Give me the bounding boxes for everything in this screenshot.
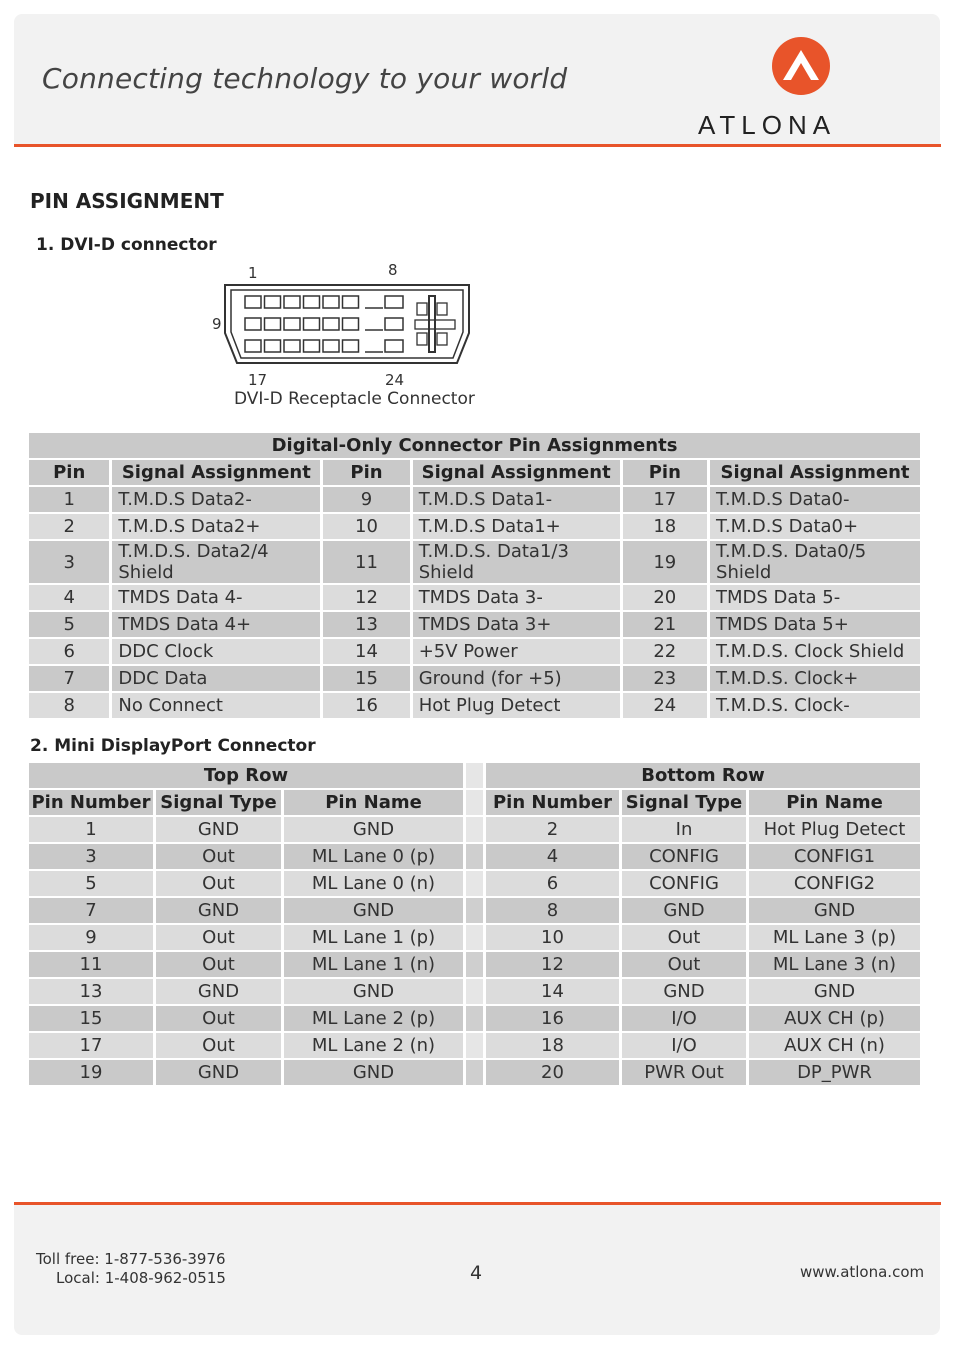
- dvi-heading: 1. DVI-D connector: [36, 235, 217, 255]
- pin-name-cell: GND: [284, 1060, 466, 1087]
- signal-type-cell: GND: [156, 898, 284, 925]
- dvi-pin-8: [385, 296, 403, 308]
- pin-name-cell: GND: [284, 817, 466, 844]
- table-row: [29, 844, 923, 871]
- dvi-pin-5: [323, 296, 339, 308]
- dvi-pin-22: [343, 340, 359, 352]
- dp-col-header: Pin Name: [749, 790, 923, 817]
- atlona-logo-icon: [771, 36, 831, 96]
- signal-cell: T.M.D.S. Data2/4 Shield: [112, 541, 323, 585]
- signal-type-cell: PWR Out: [622, 1060, 749, 1087]
- pin-number-cell: 7: [29, 666, 112, 693]
- pin-number-cell: 7: [29, 898, 156, 925]
- signal-cell: T.M.D.S Data1+: [413, 514, 623, 541]
- signal-type-cell: Out: [622, 952, 749, 979]
- pin-number-cell: 6: [29, 639, 112, 666]
- pin-number-cell: 20: [623, 585, 710, 612]
- dp-col-header: Signal Type: [622, 790, 749, 817]
- pin-number-cell: 11: [29, 952, 156, 979]
- table-row: [29, 487, 923, 514]
- table-row: [29, 639, 923, 666]
- header-rule: [14, 144, 941, 147]
- pin-number-cell: 5: [29, 871, 156, 898]
- table-row: [29, 952, 923, 979]
- signal-cell: T.M.D.S Data0+: [710, 514, 923, 541]
- dvi-caption: DVI-D Receptacle Connector: [234, 389, 475, 409]
- table-row: [29, 925, 923, 952]
- pin-name-cell: ML Lane 3 (p): [749, 925, 923, 952]
- page-number: 4: [470, 1262, 483, 1284]
- pin-number-cell: 11: [323, 541, 412, 585]
- pin-number-cell: 10: [323, 514, 412, 541]
- dvi-pin-1: [245, 296, 261, 308]
- pin-number-cell: 6: [486, 871, 622, 898]
- signal-type-cell: GND: [622, 898, 749, 925]
- pin-number-cell: 19: [29, 1060, 156, 1087]
- local-number: Local: 1-408-962-0515: [56, 1269, 226, 1287]
- pin-name-cell: DP_PWR: [749, 1060, 923, 1087]
- signal-type-cell: Out: [156, 1006, 284, 1033]
- pin-number-cell: 13: [29, 979, 156, 1006]
- dvi-pin-9: [245, 318, 261, 330]
- dvi-col-header: Signal Assignment: [413, 460, 623, 487]
- pin-name-cell: ML Lane 0 (n): [284, 871, 466, 898]
- pin-label-8: 8: [388, 261, 398, 279]
- signal-cell: TMDS Data 5-: [710, 585, 923, 612]
- pin-number-cell: 8: [29, 693, 112, 720]
- signal-cell: TMDS Data 4-: [112, 585, 323, 612]
- dvi-pin-17: [245, 340, 261, 352]
- pin-label-17: 17: [248, 371, 268, 388]
- pin-number-cell: 24: [623, 693, 710, 720]
- signal-type-cell: GND: [156, 979, 284, 1006]
- pin-name-cell: CONFIG1: [749, 844, 923, 871]
- dp-col-header: Signal Type: [156, 790, 284, 817]
- signal-cell: T.M.D.S. Data0/5 Shield: [710, 541, 923, 585]
- signal-cell: T.M.D.S Data2-: [112, 487, 323, 514]
- table-row: [29, 898, 923, 925]
- signal-cell: Ground (for +5): [413, 666, 623, 693]
- dp-top-row-title: Top Row: [29, 763, 466, 790]
- signal-type-cell: GND: [156, 1060, 284, 1087]
- pin-number-cell: 2: [29, 514, 112, 541]
- pin-name-cell: ML Lane 2 (p): [284, 1006, 466, 1033]
- pin-number-cell: 14: [486, 979, 622, 1006]
- pin-label-9: 9: [212, 315, 222, 333]
- signal-type-cell: I/O: [622, 1006, 749, 1033]
- pin-number-cell: 14: [323, 639, 412, 666]
- brand-wordmark: ATLONA: [698, 110, 837, 140]
- signal-cell: No Connect: [112, 693, 323, 720]
- signal-type-cell: Out: [156, 925, 284, 952]
- signal-cell: TMDS Data 3+: [413, 612, 623, 639]
- table-row: [29, 693, 923, 720]
- pin-number-cell: 18: [623, 514, 710, 541]
- pin-number-cell: 18: [486, 1033, 622, 1060]
- pin-number-cell: 3: [29, 541, 112, 585]
- pin-number-cell: 21: [623, 612, 710, 639]
- dvi-pin-2: [265, 296, 281, 308]
- pin-number-cell: 8: [486, 898, 622, 925]
- signal-type-cell: Out: [156, 952, 284, 979]
- dvi-pin-21: [323, 340, 339, 352]
- pin-name-cell: ML Lane 1 (p): [284, 925, 466, 952]
- pin-name-cell: GND: [749, 979, 923, 1006]
- pin-number-cell: 12: [486, 952, 622, 979]
- dvi-pin-19: [284, 340, 300, 352]
- pin-number-cell: 5: [29, 612, 112, 639]
- pin-name-cell: AUX CH (n): [749, 1033, 923, 1060]
- signal-cell: TMDS Data 5+: [710, 612, 923, 639]
- pin-number-cell: 23: [623, 666, 710, 693]
- dvi-pin-18: [265, 340, 281, 352]
- signal-cell: +5V Power: [413, 639, 623, 666]
- signal-type-cell: Out: [156, 871, 284, 898]
- dvi-table-title: Digital-Only Connector Pin Assignments: [29, 433, 923, 460]
- table-row: [29, 871, 923, 898]
- signal-type-cell: In: [622, 817, 749, 844]
- signal-cell: TMDS Data 4+: [112, 612, 323, 639]
- pin-name-cell: ML Lane 3 (n): [749, 952, 923, 979]
- pin-number-cell: 12: [323, 585, 412, 612]
- pin-number-cell: 16: [486, 1006, 622, 1033]
- dvi-pin-6: [343, 296, 359, 308]
- pin-name-cell: GND: [284, 979, 466, 1006]
- signal-cell: T.M.D.S. Clock-: [710, 693, 923, 720]
- dp-col-header: Pin Name: [284, 790, 466, 817]
- signal-cell: T.M.D.S Data1-: [413, 487, 623, 514]
- dvi-pin-16: [385, 318, 403, 330]
- tagline: Connecting technology to your world: [42, 62, 568, 95]
- pin-number-cell: 15: [323, 666, 412, 693]
- dp-heading: 2. Mini DisplayPort Connector: [30, 736, 316, 756]
- section-title: PIN ASSIGNMENT: [30, 189, 224, 213]
- table-row: [29, 514, 923, 541]
- pin-name-cell: Hot Plug Detect: [749, 817, 923, 844]
- pin-number-cell: 9: [323, 487, 412, 514]
- pin-name-cell: ML Lane 1 (n): [284, 952, 466, 979]
- table-row: [29, 585, 923, 612]
- table-row: [29, 817, 923, 844]
- table-row: [29, 1033, 923, 1060]
- pin-number-cell: 22: [623, 639, 710, 666]
- signal-cell: T.M.D.S Data0-: [710, 487, 923, 514]
- pin-number-cell: 2: [486, 817, 622, 844]
- pin-number-cell: 4: [486, 844, 622, 871]
- signal-type-cell: I/O: [622, 1033, 749, 1060]
- dvi-col-header: Signal Assignment: [710, 460, 923, 487]
- dvi-pin-11: [284, 318, 300, 330]
- dp-col-header: Pin Number: [29, 790, 156, 817]
- pin-label-24: 24: [385, 371, 405, 388]
- table-row: [29, 1006, 923, 1033]
- signal-cell: T.M.D.S. Data1/3 Shield: [413, 541, 623, 585]
- dvi-pin-12: [304, 318, 320, 330]
- signal-type-cell: CONFIG: [622, 844, 749, 871]
- dp-bottom-row-title: Bottom Row: [486, 763, 923, 790]
- dvi-col-header: Signal Assignment: [112, 460, 323, 487]
- table-row: [29, 666, 923, 693]
- pin-name-cell: ML Lane 0 (p): [284, 844, 466, 871]
- dvi-pin-20: [304, 340, 320, 352]
- pin-name-cell: CONFIG2: [749, 871, 923, 898]
- signal-cell: TMDS Data 3-: [413, 585, 623, 612]
- dp-pin-table: [29, 763, 923, 1087]
- dvi-pin-24: [385, 340, 403, 352]
- signal-cell: T.M.D.S. Clock Shield: [710, 639, 923, 666]
- table-row: [29, 979, 923, 1006]
- pin-number-cell: 4: [29, 585, 112, 612]
- pin-name-cell: GND: [284, 898, 466, 925]
- pin-number-cell: 1: [29, 817, 156, 844]
- signal-cell: DDC Data: [112, 666, 323, 693]
- table-row: [29, 1060, 923, 1087]
- pin-number-cell: 9: [29, 925, 156, 952]
- pin-number-cell: 3: [29, 844, 156, 871]
- signal-cell: T.M.D.S. Clock+: [710, 666, 923, 693]
- toll-free-number: Toll free: 1-877-536-3976: [36, 1250, 226, 1268]
- table-row: [29, 612, 923, 639]
- pin-number-cell: 19: [623, 541, 710, 585]
- pin-name-cell: AUX CH (p): [749, 1006, 923, 1033]
- dvi-col-header: Pin: [29, 460, 112, 487]
- dvi-pin-14: [343, 318, 359, 330]
- signal-type-cell: CONFIG: [622, 871, 749, 898]
- dvi-pin-3: [284, 296, 300, 308]
- dp-col-header: Pin Number: [486, 790, 622, 817]
- pin-number-cell: 17: [623, 487, 710, 514]
- pin-number-cell: 20: [486, 1060, 622, 1087]
- pin-number-cell: 1: [29, 487, 112, 514]
- signal-type-cell: Out: [622, 925, 749, 952]
- dvi-pin-table: [29, 433, 923, 720]
- pin-name-cell: ML Lane 2 (n): [284, 1033, 466, 1060]
- website: www.atlona.com: [800, 1263, 925, 1281]
- pin-number-cell: 13: [323, 612, 412, 639]
- signal-type-cell: Out: [156, 1033, 284, 1060]
- table-row: [29, 541, 923, 585]
- pin-number-cell: 15: [29, 1006, 156, 1033]
- pin-number-cell: 16: [323, 693, 412, 720]
- dvi-connector-diagram: [205, 258, 485, 388]
- pin-number-cell: 10: [486, 925, 622, 952]
- dvi-col-header: Pin: [323, 460, 412, 487]
- dvi-pin-4: [304, 296, 320, 308]
- dvi-pin-10: [265, 318, 281, 330]
- signal-type-cell: GND: [156, 817, 284, 844]
- dvi-pin-13: [323, 318, 339, 330]
- pin-label-1: 1: [248, 264, 258, 282]
- signal-type-cell: GND: [622, 979, 749, 1006]
- signal-cell: DDC Clock: [112, 639, 323, 666]
- signal-cell: Hot Plug Detect: [413, 693, 623, 720]
- signal-cell: T.M.D.S Data2+: [112, 514, 323, 541]
- signal-type-cell: Out: [156, 844, 284, 871]
- pin-number-cell: 17: [29, 1033, 156, 1060]
- dvi-col-header: Pin: [623, 460, 710, 487]
- pin-name-cell: GND: [749, 898, 923, 925]
